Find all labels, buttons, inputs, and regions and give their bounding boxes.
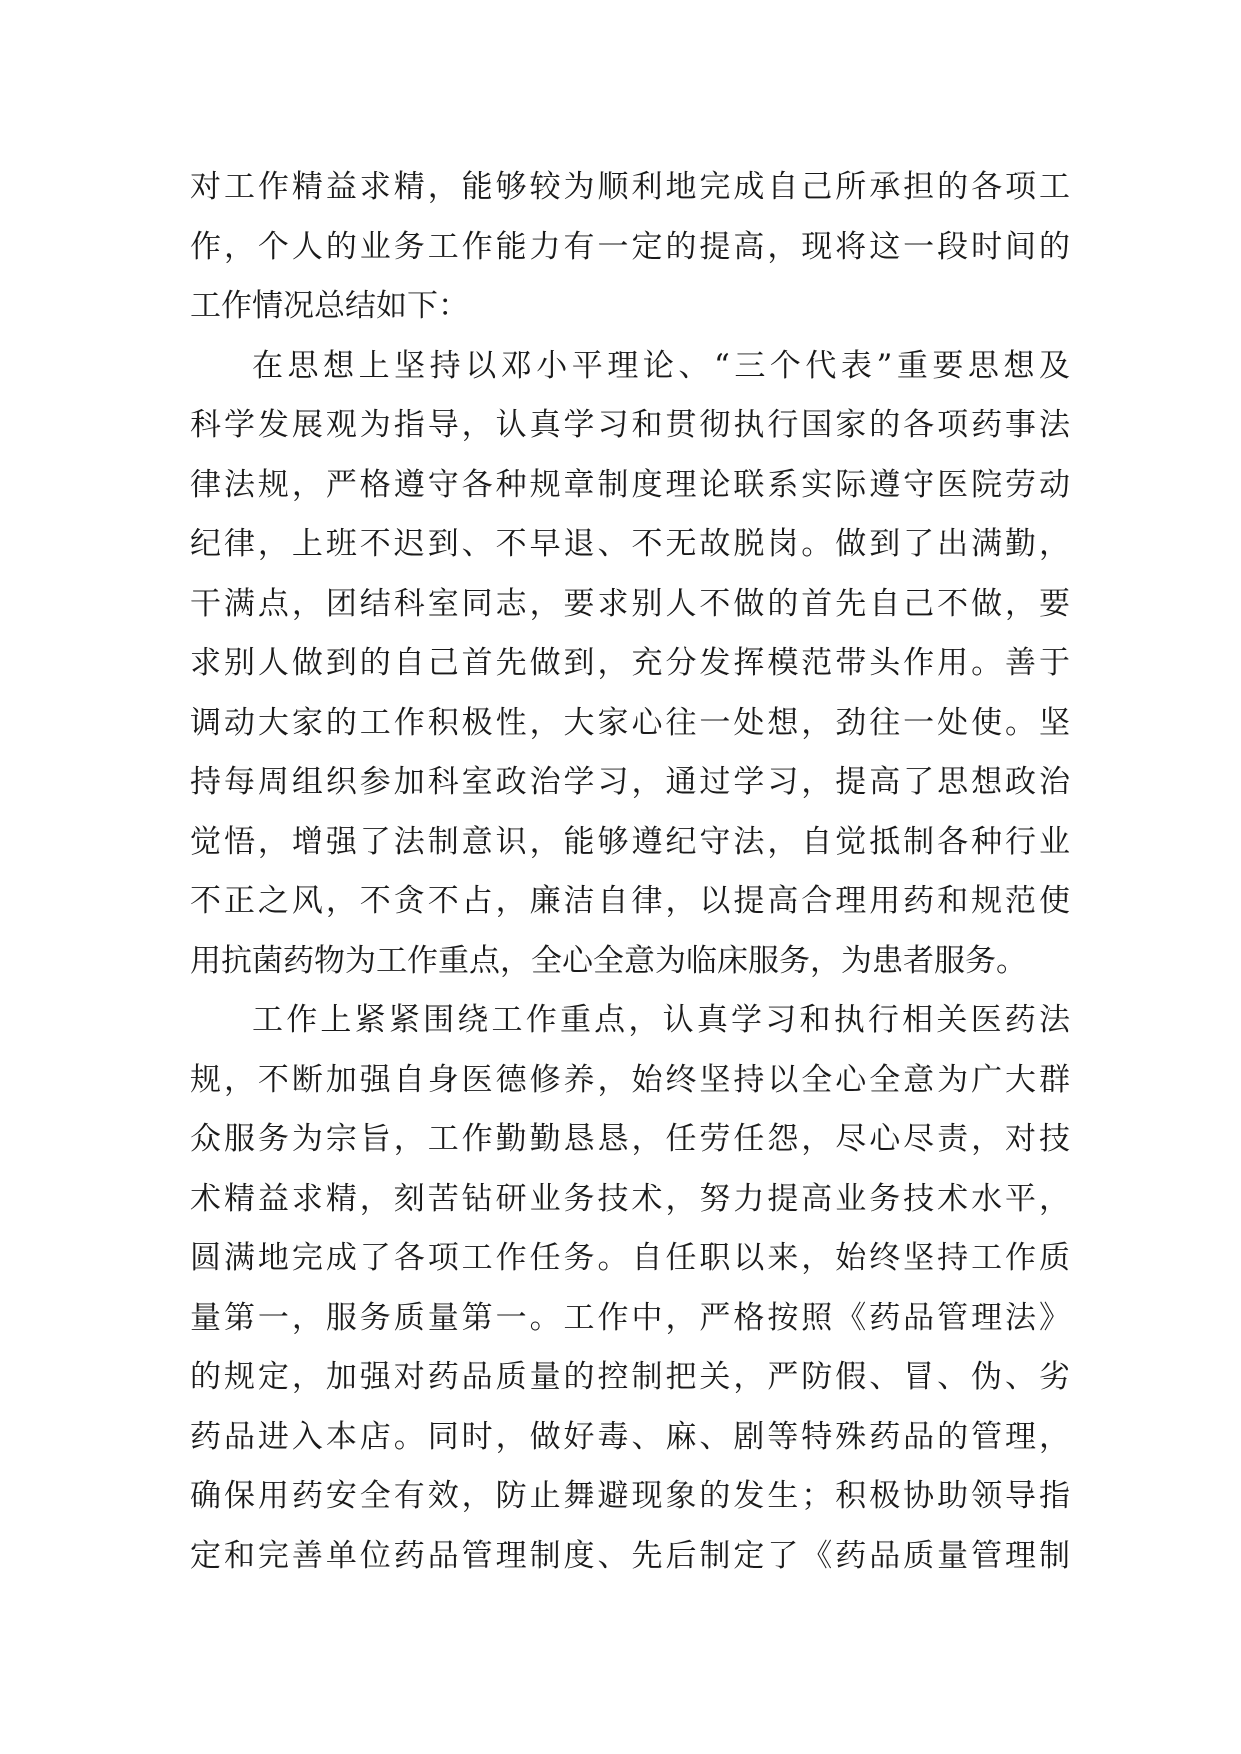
text-line: 不正之风，不贪不占，廉洁自律，以提高合理用药和规范使 — [190, 883, 1070, 919]
text-line: 用抗菌药物为工作重点，全心全意为临床服务，为患者服务。 — [190, 942, 1027, 979]
text-line: 作，个人的业务工作能力有一定的提高，现将这一段时间的 — [190, 228, 1070, 265]
text-line: 规，不断加强自身医德修养，始终坚持以全心全意为广大群 — [190, 1061, 1070, 1098]
text-line: 术精益求精，刻苦钻研业务技术，努力提高业务技术水平， — [190, 1180, 1070, 1217]
text-line: 求别人做到的自己首先做到，充分发挥模范带头作用。善于 — [190, 645, 1070, 681]
text-line: 的规定，加强对药品质量的控制把关，严防假、冒、伪、劣 — [190, 1359, 1070, 1395]
text-line: 持每周组织参加科室政治学习，通过学习，提高了思想政治 — [190, 764, 1070, 800]
text-line: 药品进入本店。同时，做好毒、麻、剧等特殊药品的管理， — [190, 1418, 1070, 1455]
text-line: 量第一，服务质量第一。工作中，严格按照《药品管理法》 — [190, 1299, 1070, 1336]
text-line: 律法规，严格遵守各种规章制度理论联系实际遵守医院劳动 — [190, 466, 1070, 503]
text-line: 圆满地完成了各项工作任务。自任职以来，始终坚持工作质 — [190, 1240, 1070, 1276]
paragraph-first-line: 在思想上坚持以邓小平理论、“三个代表”重要思想及 — [252, 347, 1070, 384]
text-line: 科学发展观为指导，认真学习和贯彻执行国家的各项药事法 — [190, 407, 1070, 443]
text-line: 定和完善单位药品管理制度、先后制定了《药品质量管理制 — [190, 1537, 1070, 1574]
text-line: 纪律，上班不迟到、不早退、不无故脱岗。做到了出满勤， — [190, 526, 1070, 562]
text-line: 觉悟，增强了法制意识，能够遵纪守法，自觉抵制各种行业 — [190, 823, 1070, 860]
text-line: 调动大家的工作积极性，大家心往一处想，劲往一处使。坚 — [190, 704, 1070, 741]
text-line: 众服务为宗旨，工作勤勤恳恳，任劳任怨，尽心尽责，对技 — [190, 1121, 1070, 1157]
text-line: 确保用药安全有效，防止舞避现象的发生；积极协助领导指 — [190, 1478, 1070, 1514]
text-line: 工作情况总结如下： — [190, 288, 469, 324]
text-line: 对工作精益求精，能够较为顺利地完成自己所承担的各项工 — [190, 169, 1070, 205]
paragraph-first-line: 工作上紧紧围绕工作重点，认真学习和执行相关医药法 — [252, 1002, 1070, 1038]
text-line: 干满点，团结科室同志，要求别人不做的首先自己不做，要 — [190, 585, 1070, 622]
document-body — [190, 158, 1070, 1586]
